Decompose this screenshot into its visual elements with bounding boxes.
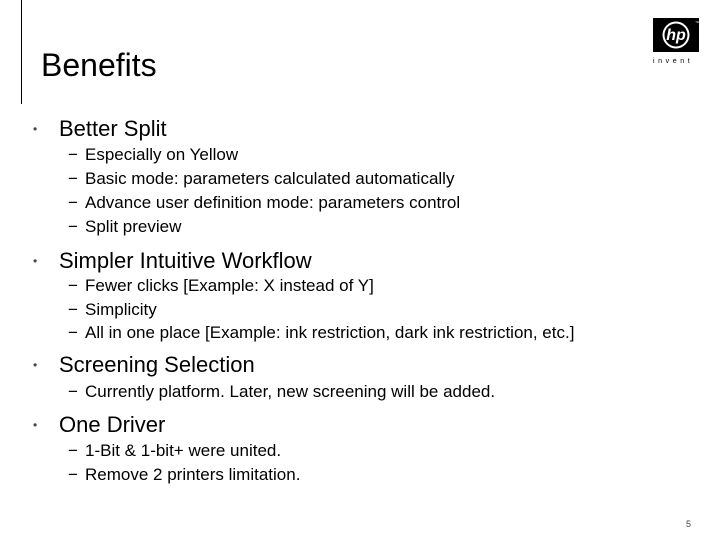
sub-bullet-text: Advance user definition mode: parameters control	[85, 193, 461, 212]
dash-icon: −	[68, 276, 78, 295]
sub-bullet-text: Remove 2 printers limitation.	[85, 465, 301, 484]
dash-icon: −	[68, 323, 78, 342]
bullet-heading: Simpler Intuitive Workflow	[59, 248, 312, 273]
page-number: 5	[686, 519, 692, 529]
logo-text: hp	[666, 27, 686, 44]
sub-bullet-text: Currently platform. Later, new screening will be added.	[85, 382, 496, 401]
dash-icon: −	[68, 169, 78, 188]
svg-text:™: ™	[695, 20, 699, 25]
sub-bullet-text: Basic mode: parameters calculated automatically	[85, 169, 455, 188]
title-divider	[21, 0, 22, 104]
bullet-icon: •	[33, 358, 38, 372]
sub-bullet-text: 1-Bit & 1-bit+ were united.	[85, 441, 282, 460]
bullet-heading: Screening Selection	[59, 352, 255, 377]
sub-bullet-text: Simplicity	[85, 300, 157, 319]
sub-bullet-text: Especially on Yellow	[85, 145, 239, 164]
dash-icon: −	[68, 300, 78, 319]
dash-icon: −	[68, 382, 78, 401]
sub-bullet-text: All in one place [Example: ink restriction, dark ink restriction, etc.]	[85, 323, 575, 342]
bullet-heading: One Driver	[59, 412, 166, 437]
bullet-heading: Better Split	[59, 116, 167, 141]
slide-title: Benefits	[41, 47, 157, 83]
logo-tagline: invent	[653, 58, 694, 65]
dash-icon: −	[68, 145, 78, 164]
sub-bullet-text: Fewer clicks [Example: X instead of Y]	[85, 276, 374, 295]
bullet-icon: •	[33, 122, 38, 136]
dash-icon: −	[68, 441, 78, 460]
bullet-icon: •	[33, 254, 38, 268]
bullet-icon: •	[33, 418, 38, 432]
dash-icon: −	[68, 193, 78, 212]
sub-bullet-text: Split preview	[85, 217, 182, 236]
dash-icon: −	[68, 465, 78, 484]
dash-icon: −	[68, 217, 78, 236]
